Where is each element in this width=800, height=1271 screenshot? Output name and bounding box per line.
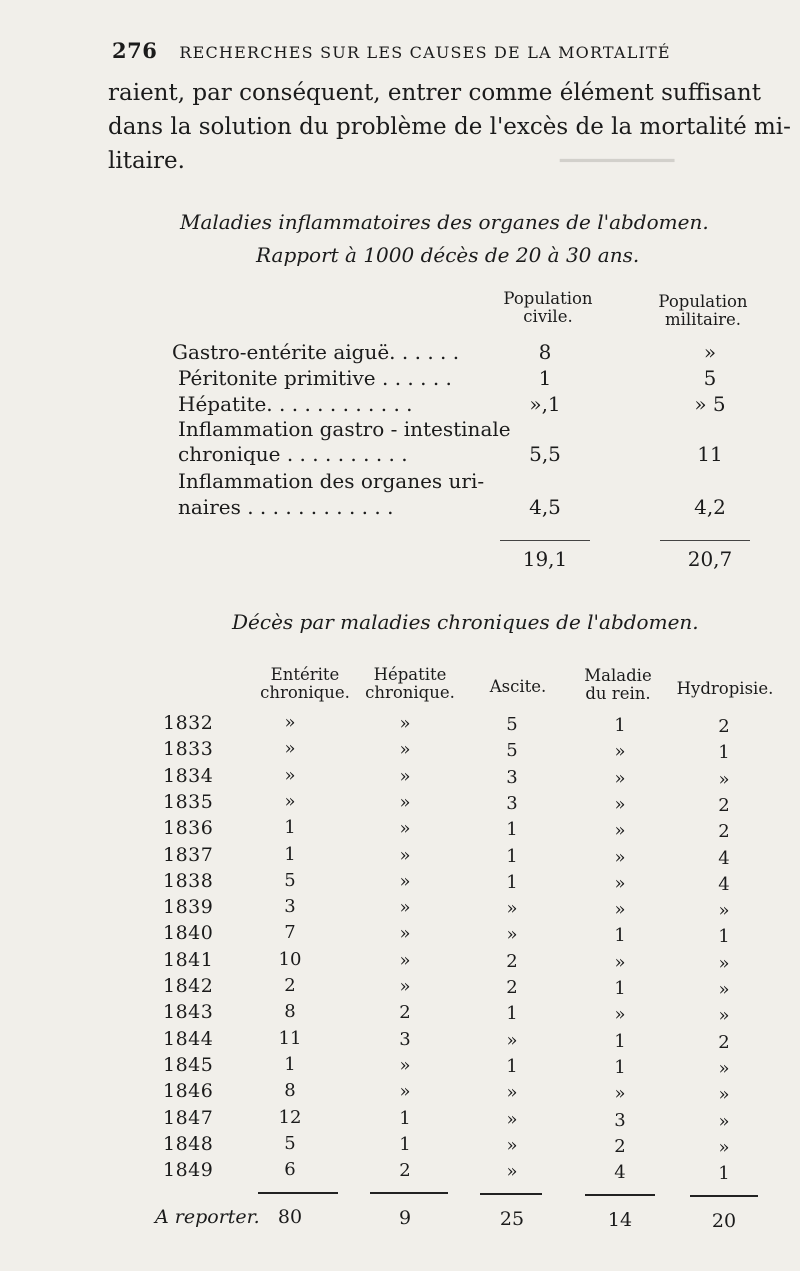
table2-row-year: 1833 (163, 738, 214, 760)
table1-row-label: Péritonite primitive . . . . . . (178, 366, 452, 390)
table2-cell: 4 (718, 848, 730, 869)
table2-cell: 11 (278, 1028, 302, 1049)
table2-total: 80 (277, 1206, 303, 1228)
table2-row-year: 1839 (163, 896, 214, 918)
table1-subtitle: Rapport à 1000 décès de 20 à 30 ans. (256, 243, 640, 267)
table2-cell: » (399, 818, 411, 839)
table2-cell: » (399, 923, 411, 944)
table2-sum-rule-3 (480, 1193, 542, 1195)
table2-row-year: 1841 (163, 949, 214, 971)
page-number: 276 (112, 38, 158, 63)
table2-cell: 3 (506, 793, 518, 814)
table2-cell: 1 (284, 844, 296, 865)
table1-total-military: 20,7 (687, 547, 733, 571)
table2-row-year: 1838 (163, 870, 214, 892)
table2-col-hepatite: Hépatite chronique. (365, 665, 455, 702)
table2-cell: 1 (614, 978, 626, 999)
table2-cell: » (399, 766, 411, 787)
table2-cell: 5 (284, 1133, 296, 1154)
table2-row-year: 1846 (163, 1080, 214, 1102)
table2-cell: 2 (718, 821, 730, 842)
table2-cell: 2 (284, 975, 296, 996)
table2-cell: 1 (614, 1031, 626, 1052)
table2-cell: 1 (614, 925, 626, 946)
table1-row-label: naires . . . . . . . . . . . . (178, 495, 394, 519)
table2-cell: » (506, 924, 518, 945)
table1-row-label: Gastro-entérite aiguë. . . . . . (172, 340, 460, 364)
table1-row-civil: 1 (538, 366, 552, 390)
table2-cell: » (718, 1111, 730, 1132)
table2-cell: » (506, 898, 518, 919)
table2-cell: 2 (718, 1032, 730, 1053)
table2-cell: » (718, 953, 730, 974)
table2-sum-rule-4 (585, 1194, 655, 1196)
table2-cell: » (718, 1084, 730, 1105)
table2-cell: » (506, 1135, 518, 1156)
intro-line-2: dans la solution du problème de l'excès de la mortalité mi- (108, 114, 791, 140)
table2-cell: » (399, 739, 411, 760)
table2-cell: 2 (399, 1002, 411, 1023)
table2-cell: » (614, 1083, 626, 1104)
table2-cell: » (506, 1030, 518, 1051)
table2-row-year: 1832 (163, 712, 214, 734)
table2-cell: » (284, 765, 296, 786)
table2-cell: » (506, 1082, 518, 1103)
table2-cell: » (718, 1058, 730, 1079)
table2-cell: 3 (506, 767, 518, 788)
table2-cell: » (399, 1055, 411, 1076)
table2-sum-rule-1 (258, 1192, 338, 1194)
table2-cell: » (614, 820, 626, 841)
table2-cell: » (399, 713, 411, 734)
intro-line-1: raient, par conséquent, entrer comme élément suffisant (108, 80, 761, 106)
table2-row-year: 1847 (163, 1107, 214, 1129)
table2-row-year: 1844 (163, 1028, 214, 1050)
table1-total-civil: 19,1 (522, 547, 568, 571)
running-header (112, 38, 671, 63)
table2-carry-label: A reporter. (155, 1206, 260, 1228)
table2-cell: » (614, 741, 626, 762)
table2-row-year: 1840 (163, 922, 214, 944)
table2-total: 14 (607, 1209, 633, 1231)
table2-cell: » (284, 791, 296, 812)
bleed-through-decoration: ━━━━━━━━━━ (560, 150, 675, 172)
table2-cell: 2 (718, 795, 730, 816)
table1-row-military: 11 (697, 442, 723, 466)
table1-row-label: Hépatite. . . . . . . . . . . . (178, 392, 413, 416)
table2-cell: » (614, 899, 626, 920)
table2-row-year: 1843 (163, 1001, 214, 1023)
table2-cell: 7 (284, 922, 296, 943)
table2-cell: 8 (284, 1001, 296, 1022)
table1-sum-rule-military (660, 540, 750, 541)
table2-cell: » (614, 768, 626, 789)
table2-cell: » (614, 952, 626, 973)
table1-row-military: 4,2 (694, 495, 726, 519)
table2-cell: 1 (506, 872, 518, 893)
table1-row-label: chronique . . . . . . . . . . (178, 442, 408, 466)
table2-cell: 1 (718, 926, 730, 947)
table2-row-year: 1842 (163, 975, 214, 997)
table1-row-civil: 8 (538, 340, 552, 364)
table1-title: Maladies inflammatoires des organes de l'abdomen. (180, 210, 709, 234)
table1-row-civil: »,1 (529, 392, 561, 416)
table2-sum-rule-5 (690, 1195, 758, 1197)
table2-cell: 3 (284, 896, 296, 917)
table2-cell: 1 (284, 817, 296, 838)
table1-row-military: » (703, 340, 717, 364)
table2-cell: 1 (718, 742, 730, 763)
table2-row-year: 1849 (163, 1159, 214, 1181)
table2-cell: 5 (284, 870, 296, 891)
table2-cell: 5 (506, 740, 518, 761)
table1-row-label: Inflammation des organes uri- (178, 469, 485, 493)
table2-cell: 10 (278, 949, 302, 970)
table2-cell: 1 (718, 1163, 730, 1184)
table1-col-civil: Population civile. (503, 289, 593, 326)
table2-cell: » (718, 979, 730, 1000)
table2-cell: 1 (506, 1056, 518, 1077)
table2-cell: » (614, 794, 626, 815)
table2-cell: » (614, 847, 626, 868)
table2-title: Décès par maladies chroniques de l'abdomen. (232, 610, 699, 634)
table2-cell: 1 (506, 819, 518, 840)
table2-total: 20 (711, 1210, 737, 1232)
table2-cell: 6 (284, 1159, 296, 1180)
table2-cell: » (399, 897, 411, 918)
table2-cell: 1 (506, 1003, 518, 1024)
table2-row-year: 1848 (163, 1133, 214, 1155)
table2-cell: 5 (506, 714, 518, 735)
table1-sum-rule-civil (500, 540, 590, 541)
table2-col-maladie-rein: Maladie du rein. (584, 666, 652, 703)
table2-cell: » (399, 792, 411, 813)
table2-cell: 3 (399, 1029, 411, 1050)
table1-row-civil: 5,5 (529, 442, 561, 466)
intro-line-3: litaire. (108, 148, 185, 174)
table2-cell: 3 (614, 1110, 626, 1131)
table2-cell: » (506, 1161, 518, 1182)
table2-cell: » (614, 1004, 626, 1025)
table1-row-military: » 5 (694, 392, 726, 416)
table2-cell: 1 (614, 715, 626, 736)
table1-row-civil: 4,5 (529, 495, 561, 519)
table2-col-hydropisie: Hydropisie. (676, 679, 774, 698)
table2-cell: » (718, 900, 730, 921)
table2-row-year: 1845 (163, 1054, 214, 1076)
table2-cell: » (614, 873, 626, 894)
table2-cell: 1 (399, 1108, 411, 1129)
table1-row-label: Inflammation gastro - intestinale (178, 417, 511, 441)
table2-cell: 2 (614, 1136, 626, 1157)
running-title: RECHERCHES SUR LES CAUSES DE LA MORTALITÉ (179, 43, 671, 62)
table2-cell: » (284, 738, 296, 759)
table2-col-enterite: Entérite chronique. (260, 665, 350, 702)
table2-cell: » (399, 950, 411, 971)
table2-col-ascite: Ascite. (489, 677, 547, 696)
table2-row-year: 1834 (163, 765, 214, 787)
table2-cell: 4 (614, 1162, 626, 1183)
table2-cell: 8 (284, 1080, 296, 1101)
table2-cell: » (718, 1137, 730, 1158)
table1-row-military: 5 (703, 366, 717, 390)
table2-cell: » (399, 845, 411, 866)
table2-total: 25 (499, 1208, 525, 1230)
table2-cell: 1 (506, 846, 518, 867)
table2-cell: » (399, 976, 411, 997)
table2-cell: 1 (284, 1054, 296, 1075)
table2-cell: 2 (399, 1160, 411, 1181)
table2-cell: 4 (718, 874, 730, 895)
table2-cell: » (718, 769, 730, 790)
table2-row-year: 1835 (163, 791, 214, 813)
table1-col-military: Population militaire. (658, 292, 748, 329)
table2-cell: 2 (506, 977, 518, 998)
table2-sum-rule-2 (370, 1192, 448, 1194)
table2-cell: 1 (614, 1057, 626, 1078)
table2-cell: » (284, 712, 296, 733)
table2-cell: » (506, 1109, 518, 1130)
table2-cell: 12 (278, 1107, 302, 1128)
table2-row-year: 1836 (163, 817, 214, 839)
table2-cell: » (399, 1081, 411, 1102)
table2-cell: » (718, 1005, 730, 1026)
table2-total: 9 (398, 1207, 412, 1229)
table2-cell: 2 (718, 716, 730, 737)
table2-row-year: 1837 (163, 844, 214, 866)
table2-cell: 1 (399, 1134, 411, 1155)
table2-cell: » (399, 871, 411, 892)
table2-cell: 2 (506, 951, 518, 972)
